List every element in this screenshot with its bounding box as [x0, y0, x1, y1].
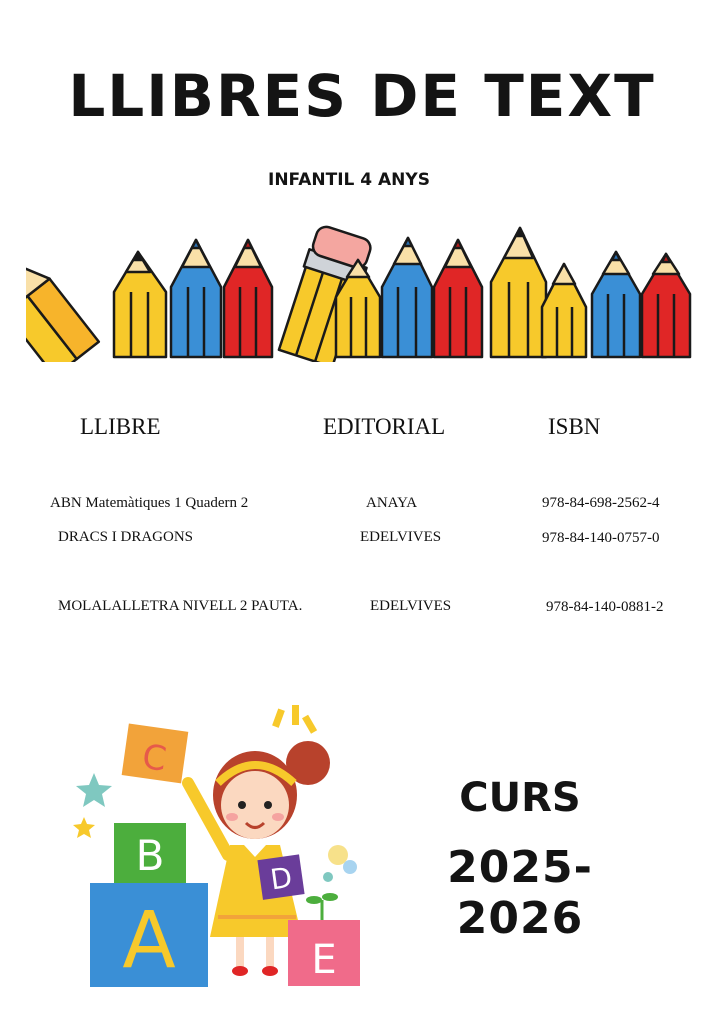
pencil-yellow [542, 264, 586, 357]
column-header-llibre: LLIBRE [80, 414, 161, 439]
row-2-isbn: 978-84-140-0757-0 [542, 530, 660, 546]
pencil-yellow-tilted [26, 239, 99, 362]
row-3-editorial: EDELVIVES [370, 598, 452, 614]
page-title: LLIBRES DE TEXT [68, 62, 656, 130]
row-2-llibre: DRACS I DRAGONS [58, 529, 194, 545]
row-1-isbn: 978-84-698-2562-4 [542, 495, 660, 511]
row-1-editorial: ANAYA [366, 495, 418, 511]
pencil-yellow [114, 252, 166, 357]
pencil-red [224, 240, 272, 357]
pencil-red [434, 240, 482, 357]
block-b-letter: B [135, 831, 165, 880]
pencils-illustration [26, 222, 698, 362]
star-icon [73, 817, 95, 838]
star-icon [76, 773, 112, 807]
block-d [257, 854, 304, 899]
svg-text:C: C [139, 736, 169, 780]
pencil-blue [592, 252, 640, 357]
svg-text:D: D [268, 860, 295, 897]
sparkle-icon [272, 705, 317, 734]
block-e-letter: E [311, 937, 337, 983]
column-header-editorial: EDITORIAL [323, 414, 446, 439]
pencil-blue [382, 238, 432, 357]
row-3-isbn: 978-84-140-0881-2 [546, 599, 664, 615]
page-subtitle: INFANTIL 4 ANYS [268, 170, 430, 190]
block-c [122, 723, 189, 783]
course-years: 2025-2026 [447, 842, 593, 944]
girl-with-blocks-illustration [70, 705, 370, 995]
block-a-letter: A [122, 896, 176, 986]
pencil-blue [171, 240, 221, 357]
row-2-editorial: EDELVIVES [360, 529, 442, 545]
column-header-isbn: ISBN [548, 414, 601, 439]
row-3-llibre: MOLALALLETRA NIVELL 2 PAUTA. [58, 598, 303, 614]
pencil-red [642, 254, 690, 357]
course-label: CURS [459, 775, 581, 821]
row-1-llibre: ABN Matemàtiques 1 Quadern 2 [50, 495, 249, 511]
pencil-yellow [491, 228, 546, 357]
